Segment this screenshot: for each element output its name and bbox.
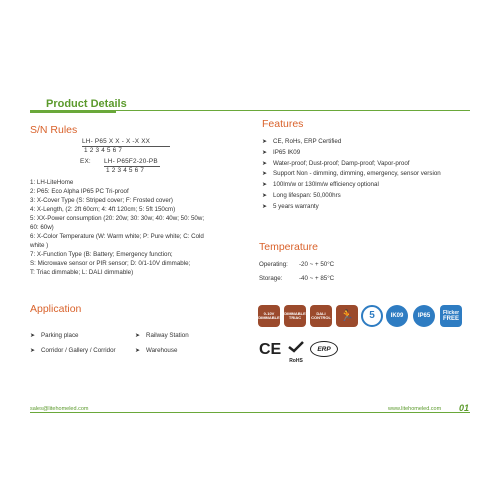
arrow-icon: ➤ [262, 203, 268, 210]
arrow-icon: ➤ [30, 333, 36, 339]
sn-code-numbers: 1 2 3 4 5 6 7 [84, 147, 123, 154]
features-list [262, 137, 441, 213]
triac-dimmable-icon: DIMMABLE TRIAC [284, 305, 306, 327]
temperature-table [259, 258, 334, 286]
features-heading: Features [262, 118, 304, 130]
temperature-heading: Temperature [259, 241, 318, 253]
footer-website[interactable]: www.litehomeled.com [388, 406, 442, 412]
page-title: Product Details [46, 98, 127, 110]
title-underline [30, 101, 116, 113]
arrow-icon: ➤ [262, 149, 268, 156]
sn-rules-list [30, 178, 245, 277]
ce-mark-icon: CE [259, 341, 282, 358]
arrow-icon: ➤ [262, 182, 268, 189]
rohs-mark-icon: RoHS [286, 340, 306, 358]
sn-example-numbers: 1 2 3 4 5 6 7 [106, 167, 145, 174]
feature-item: ➤ Support Non - dimming, dimming, emergency, sensor version [262, 169, 441, 180]
footer-email[interactable]: sales@litehomeled.com [30, 406, 89, 412]
flicker-free-icon: Flicker FREE [440, 305, 462, 327]
sn-rule: 5: XX-Power consumption (20: 20w; 30: 30w; 40: 40w; 50: 50w; [30, 215, 205, 222]
arrow-icon: ➤ [262, 192, 268, 199]
feature-item: ➤ Water-proof; Dust-proof; Damp-proof; Vapor-proof [262, 159, 441, 170]
sn-rule: 2: P65: Eco Alpha IP65 PC Tri-proof [30, 188, 129, 195]
arrow-icon: ➤ [262, 139, 268, 145]
temperature-row: Storage: -40 ~ + 85°C [259, 275, 335, 282]
application-item: ➤ Parking place [30, 331, 79, 342]
sn-rule: 6: X-Color Temperature (W: Warm white; P: Pure white; C: Cold [30, 233, 204, 240]
feature-item: ➤ IP65 IK09 [262, 148, 441, 159]
application-item: ➤ Railway Station [135, 331, 189, 342]
page-number: 01 [459, 403, 470, 413]
rohs-check-icon [286, 341, 306, 353]
ip65-badge-icon: IP65 [413, 305, 435, 327]
footer-divider [30, 412, 470, 413]
temperature-row: Operating: -20 ~ + 50°C [259, 261, 335, 268]
ik09-badge-icon: IK09 [386, 305, 408, 327]
application-item: ➤ Corridor / Gallery / Corridor [30, 346, 116, 357]
application-heading: Application [30, 303, 82, 315]
sn-rule: 60: 60w) [30, 224, 54, 231]
dimmable-0-10v-icon: 0-10V DIMMABLE [258, 305, 280, 327]
sn-code-pattern: LH- P65 X X - X -X XX [82, 138, 151, 145]
sn-rules-heading: S/N Rules [30, 124, 78, 136]
arrow-icon: ➤ [135, 348, 141, 354]
arrow-icon: ➤ [262, 171, 268, 178]
sn-rule: T: Triac dimmable; L: DALI dimmable) [30, 269, 134, 276]
feature-item: ➤ 100lm/w or 130lm/w efficiency optional [262, 180, 441, 191]
sn-rule: white ) [30, 242, 49, 249]
arrow-icon: ➤ [30, 348, 36, 354]
feature-item: ➤ CE, RoHs, ERP Certified [262, 137, 441, 148]
emergency-exit-icon: 🏃 [336, 305, 358, 327]
arrow-icon: ➤ [262, 160, 268, 167]
arrow-icon: ➤ [135, 333, 141, 339]
sn-example-label: EX: [80, 158, 91, 165]
feature-item: ➤ 5 years warranty [262, 202, 441, 213]
sn-rule: 3: X-Cover Type (S: Striped cover; F: Frosted cover) [30, 197, 173, 204]
sn-example-code: LH- P65F2-20-PB [104, 158, 158, 165]
erp-mark-icon: ERP [310, 341, 338, 357]
feature-item: ➤ Long lifespan: 50,000hrs [262, 191, 441, 202]
warranty-5-years-icon: 5 [361, 305, 383, 327]
sn-rule: 4: X-Length, (2: 2ft 60cm; 4: 4ft 120cm; 5: 5ft 150cm) [30, 206, 176, 213]
sn-rule: 7: X-Function Type (B: Battery; Emergency function; [30, 251, 173, 258]
application-item: ➤ Warehouse [135, 346, 177, 357]
sn-rule: 1: LH-LiteHome [30, 179, 74, 186]
sn-rule: S: Microwave sensor or PIR sensor; D: 0/1-10V dimmable; [30, 260, 191, 267]
header-divider [30, 110, 470, 111]
dali-control-icon: DALI CONTROL [310, 305, 332, 327]
